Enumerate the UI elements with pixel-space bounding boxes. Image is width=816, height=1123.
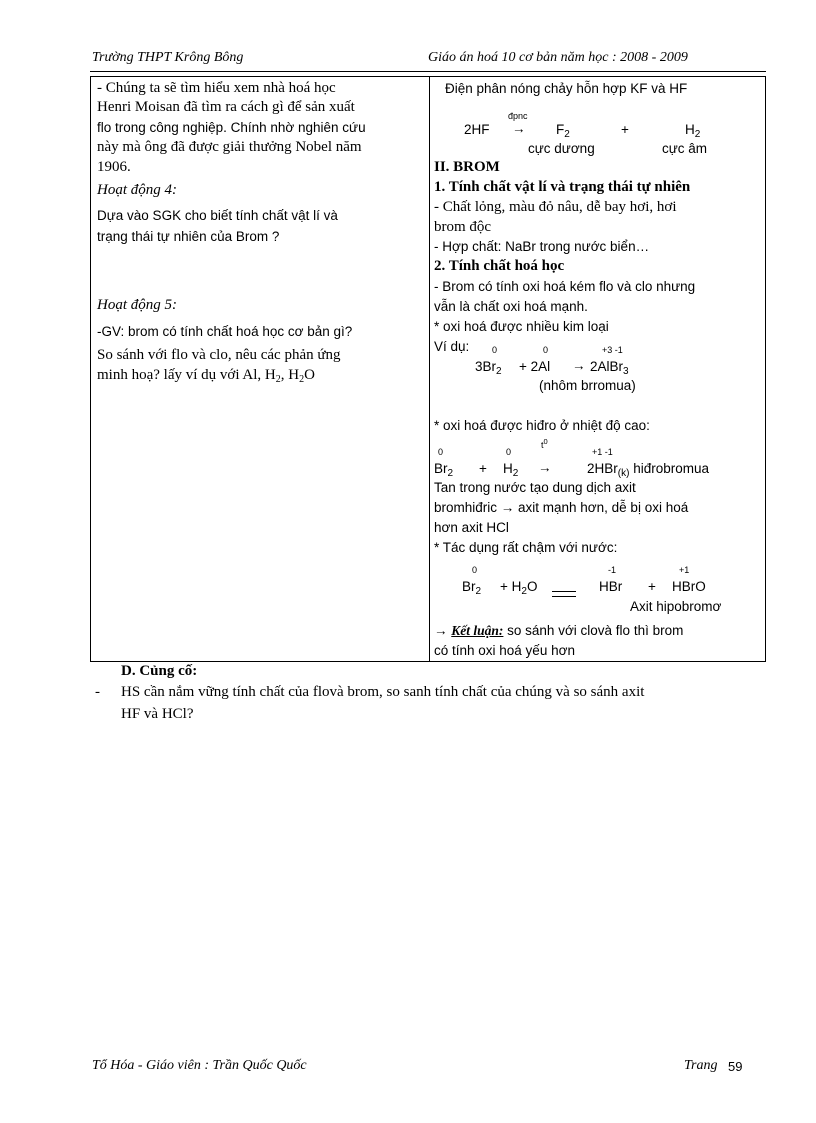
section-brom-heading: II. BROM	[434, 159, 500, 175]
oxidation-number: +1	[679, 565, 690, 575]
eq1-cathode-label: cực âm	[662, 141, 708, 156]
physical-line: - Chất lỏng, màu đỏ nâu, dễ bay hơi, hơi	[434, 199, 677, 215]
oxidation-number: 0	[438, 447, 444, 457]
bullet: -	[95, 684, 100, 700]
eq4-product-hbro: HBrO	[672, 579, 706, 594]
eq1-anode-label: cực dương	[528, 141, 595, 156]
condition-label: đpnc	[508, 111, 528, 121]
electrolysis-title: Điện phân nóng chảy hỗn hợp KF và HF	[445, 81, 688, 96]
eq2-reactant-al: + 2Al	[519, 359, 551, 374]
oxidation-number: 0	[506, 447, 512, 457]
intro-line: 1906.	[97, 159, 131, 175]
activity-5-text: minh hoạ? lấy ví dụ với Al, $H_2$, $H_2O$	[97, 367, 315, 385]
oxidation-number: 0	[472, 565, 478, 575]
hbr-line: hơn axit HCl	[434, 520, 509, 535]
footer-teacher: Tổ Hóa - Giáo viên : Trần Quốc Quốc	[92, 1058, 307, 1073]
reaction-arrow: →	[512, 121, 526, 136]
oxidation-number: +3 -1	[602, 345, 623, 355]
oxidation-number: 0	[543, 345, 549, 355]
chemical-line: * oxi hoá được nhiều kim loại	[434, 319, 609, 334]
physical-properties-heading: 1. Tính chất vật lí và trạng thái tự nhiên	[434, 179, 691, 195]
activity-5-question: -GV: brom có tính chất hoá học cơ bản gì?	[97, 324, 353, 339]
eq4-reactant-br2: $Br_2$	[462, 579, 482, 597]
hbr-line: bromhiđric → axit mạnh hơn, dễ bị oxi hoá	[434, 500, 689, 515]
reaction-arrow: →	[572, 358, 586, 373]
chemical-line: - Brom có tính oxi hoá kém flo và clo nhưng	[434, 279, 696, 294]
eq4-plus: +	[648, 579, 656, 594]
intro-line: này mà ông đã được giải thưởng Nobel năm	[97, 139, 362, 155]
eq4-product-hbr: HBr	[599, 579, 623, 594]
eq4-product-name: Axit hipobromơ	[630, 599, 722, 614]
eq4-reactant-water: + $H_2O$	[500, 579, 538, 597]
conclusion-line: có tính oxi hoá yếu hơn	[434, 643, 575, 658]
activity-5-title: Hoạt động 5:	[97, 297, 177, 313]
activity-5-text: So sánh với flo và clo, nêu các phản ứng	[97, 347, 341, 363]
eq1-product-f2: $F_2$	[556, 122, 570, 140]
physical-line: - Hợp chất: NaBr trong nước biển…	[434, 239, 650, 254]
hydrogen-line: * oxi hoá được hiđro ở nhiệt độ cao:	[434, 418, 650, 433]
oxidation-number: -1	[608, 565, 617, 575]
lesson-table	[90, 76, 766, 662]
intro-line: - Chúng ta sẽ tìm hiểu xem nhà hoá học	[97, 80, 336, 96]
physical-line: brom độc	[434, 219, 492, 235]
eq2-reactant-br2: $3Br_2$	[475, 359, 502, 377]
header-rule	[90, 71, 766, 72]
header-school: Trường THPT Krông Bông	[92, 50, 244, 65]
activity-4-text: trạng thái tự nhiên của Brom ?	[97, 229, 280, 244]
content-column	[430, 77, 765, 661]
temperature-condition: $t^0$	[541, 437, 548, 450]
eq1-reactant: 2HF	[464, 122, 490, 137]
intro-line: flo trong công nghiệp. Chính nhờ nghiên cứu	[97, 120, 366, 135]
chemical-properties-heading: 2. Tính chất hoá học	[434, 258, 565, 274]
eq2-product-name: (nhôm brromua)	[539, 378, 636, 393]
teacher-activities-column	[91, 77, 430, 661]
summary-line: HS cần nắm vững tính chất của flovà brom, so sanh tính chất của chúng và so sánh axit	[121, 684, 645, 700]
eq1-plus: +	[621, 122, 629, 137]
eq3-reactant-h2: $H_2$	[503, 461, 519, 479]
eq1-product-h2: $H_2$	[685, 122, 701, 140]
oxidation-number: 0	[492, 345, 498, 355]
water-reaction-line: * Tác dụng rất chậm với nước:	[434, 540, 618, 555]
eq3-product: 2HBr$_{(k)}$ hiđrobromua	[587, 461, 709, 479]
reaction-arrow: →	[538, 460, 552, 475]
page-number: 59	[728, 1059, 743, 1074]
intro-line: Henri Moisan đã tìm ra cách gì để sản xuất	[97, 99, 355, 115]
activity-4-text: Dựa vào SGK cho biết tính chất vật lí và	[97, 208, 338, 223]
chemical-line: vẫn là chất oxi hoá mạnh.	[434, 299, 588, 314]
footer-page-label: Trang	[684, 1058, 718, 1073]
summary-line: HF và HCl?	[121, 706, 194, 722]
conclusion-line: → Kết luận: so sánh với clovà flo thì brom	[434, 623, 684, 638]
section-d-title: D. Củng cố:	[121, 663, 198, 679]
eq3-plus: +	[479, 461, 487, 476]
hbr-line: Tan trong nước tạo dung dịch axit	[434, 480, 636, 495]
activity-4-title: Hoạt động 4:	[97, 182, 177, 198]
eq2-product: 2AlBr$_3$	[590, 359, 629, 377]
example-label: Ví dụ:	[434, 339, 470, 354]
header-lesson: Giáo án hoá 10 cơ bản năm học : 2008 - 2009	[428, 50, 688, 65]
eq3-reactant-br2: $Br_2$	[434, 461, 454, 479]
equilibrium-arrow-icon	[552, 590, 576, 598]
oxidation-number: +1 -1	[592, 447, 613, 457]
